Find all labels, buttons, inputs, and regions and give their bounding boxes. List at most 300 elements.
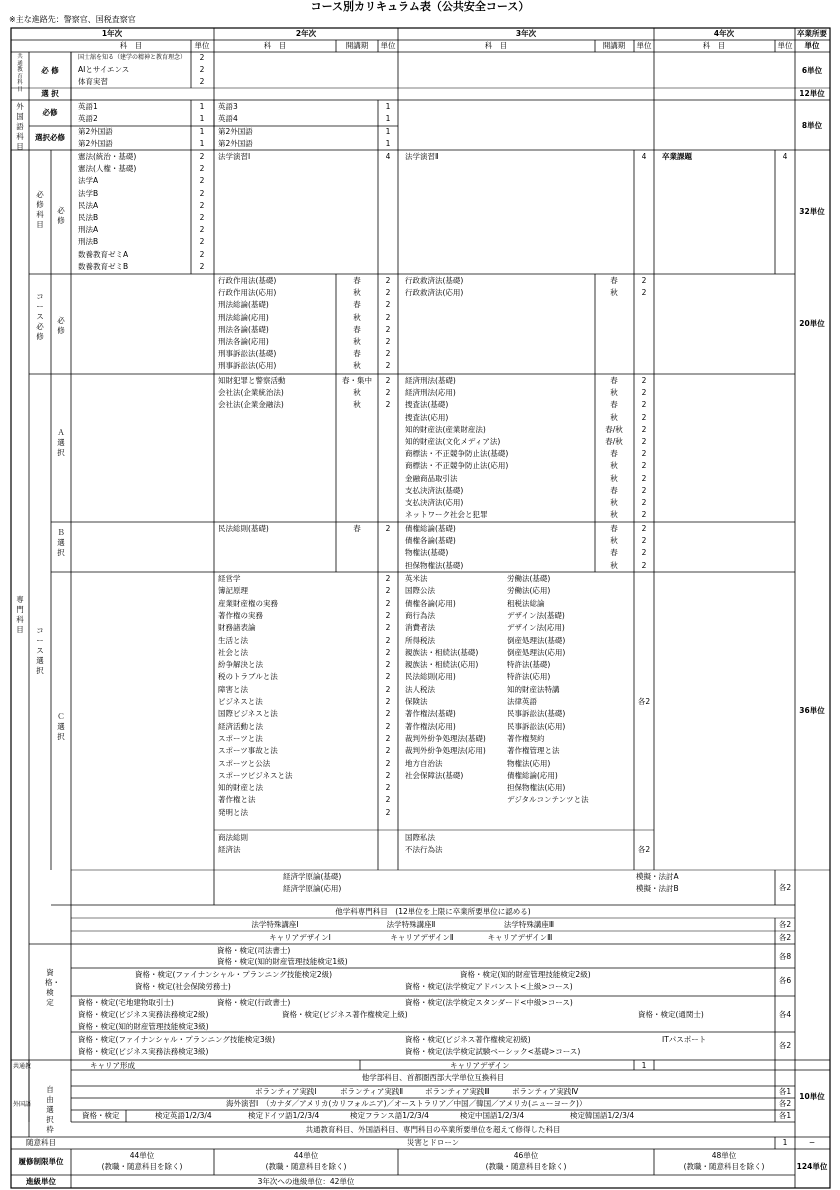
c-y2-0: 経営学 xyxy=(218,574,241,583)
c-y2-6: 社会と法 xyxy=(218,647,248,657)
c-y23-1: 経済学原論(応用) xyxy=(283,884,342,894)
tokushu-1: 法学特殊講座Ⅱ xyxy=(386,920,436,929)
free-lic-4: 検定韓国語1/2/3/4 xyxy=(570,1111,635,1120)
free-lic: 資格・検定 xyxy=(82,1111,120,1120)
c-y2-14: スポーツ事故と法 xyxy=(218,746,278,756)
required-y1-unit-9: 2 xyxy=(199,261,205,271)
a-y3-6: 商標法・不正競争防止法(基礎) xyxy=(405,449,509,459)
c-y34-1: 模擬・法討B xyxy=(636,884,679,894)
a-y3-unit-0: 2 xyxy=(641,376,647,385)
c-y2x-0: 商法総則 xyxy=(218,833,248,842)
a-y3-5: 知的財産法(文化メディア法) xyxy=(405,437,501,446)
free-overseas-units: 各2 xyxy=(778,1099,792,1108)
free-career2: キャリアデザイン xyxy=(450,1061,510,1070)
c-y2-unit-18: 2 xyxy=(385,795,391,805)
c-y2-unit-1: 2 xyxy=(385,586,391,596)
progress-text: 3年次への進級単位：42単位 xyxy=(257,1177,355,1186)
c-y2-unit-13: 2 xyxy=(385,733,391,743)
a-y3-11: ネットワーク社会と犯罪 xyxy=(405,510,488,520)
common-elective: 選 択 xyxy=(41,89,59,98)
required-y4-unit: 4 xyxy=(782,152,788,161)
b-y2: 民法総則(基礎) xyxy=(218,524,269,533)
course-required-grad: 20単位 xyxy=(799,319,825,328)
c-y2-unit-14: 2 xyxy=(385,746,391,756)
required-y1-4: 民法A xyxy=(78,200,99,210)
header-unit-4: 単位 xyxy=(777,41,793,50)
foreign-y2-0: 英語3 xyxy=(218,102,238,111)
free-lic-0: 検定英語1/2/3/4 xyxy=(155,1111,212,1120)
c-y3a-3: 商行為法 xyxy=(405,610,435,620)
required-y3-unit: 4 xyxy=(641,152,647,161)
creq-y2-unit-0: 2 xyxy=(385,276,391,285)
c-y2-unit-12: 2 xyxy=(385,721,391,731)
b-y3-1: 債権各論(基礎) xyxy=(405,536,456,546)
common-item-1: AIとサイエンス xyxy=(78,65,130,74)
c-y2-11: 国際ビジネスと法 xyxy=(218,709,278,719)
c-y2-unit-15: 2 xyxy=(385,758,391,768)
lic-g6-2: 資格・検定(知的財産管理技能検定2級) xyxy=(460,970,591,979)
foreign-sel: 選択必修 xyxy=(35,133,65,142)
c-y3a-12: 著作権法(応用) xyxy=(405,721,456,731)
free-career1: キャリア形成 xyxy=(90,1061,135,1070)
lic-g8-1: 資格・検定(知的財産管理技能検定1級) xyxy=(217,957,348,966)
c-y3x-0: 国際私法 xyxy=(405,833,435,842)
c-y2-unit-16: 2 xyxy=(385,770,391,780)
creq-y2-term-2: 春 xyxy=(353,300,361,310)
a-y3-unit-3: 2 xyxy=(641,412,647,422)
free-lic-3: 検定中国語1/2/3/4 xyxy=(460,1111,525,1120)
c-y2-unit-4: 2 xyxy=(385,623,391,633)
extra-grad: − xyxy=(808,1138,816,1147)
foreign-y2-3: 第2外国語 xyxy=(218,139,253,148)
required-y1-unit-6: 2 xyxy=(199,225,205,235)
c-y3b-7: 特許法(基礎) xyxy=(507,660,551,670)
a-y3-term-9: 春 xyxy=(610,485,618,495)
b-y3-term-2: 春 xyxy=(610,548,618,558)
creq-y2-unit-7: 2 xyxy=(385,361,391,371)
limit-sub-2: (教職・随意科目を除く) xyxy=(265,1162,347,1171)
a-y3-4: 知的財産法(産業財産法) xyxy=(405,424,486,434)
c-y2-unit-2: 2 xyxy=(385,598,391,608)
common-unit-2: 2 xyxy=(199,77,205,86)
required-y2: 法学演習Ⅰ xyxy=(218,152,251,161)
creq-y3-term-1: 秋 xyxy=(610,288,618,298)
c-y3-units: 各2 xyxy=(637,697,651,706)
c-y3b-9: 知的財産法特講 xyxy=(507,684,560,694)
course-required-sub: 必修 xyxy=(57,316,65,335)
free-volunteer-3: ボランティア実践Ⅳ xyxy=(512,1087,579,1096)
required-y1-unit-3: 2 xyxy=(199,188,205,198)
c-y2-unit-3: 2 xyxy=(385,610,391,620)
creq-y2-term-1: 秋 xyxy=(353,288,361,298)
header-subject-2: 科 目 xyxy=(263,41,287,50)
a-y2-term-1: 秋 xyxy=(353,388,361,398)
header-year-4: 4年次 xyxy=(713,29,735,38)
a-y3-8: 金融商品取引法 xyxy=(405,473,458,483)
required-sub: 必修 xyxy=(57,206,65,225)
c-y23-0: 経済学原論(基礎) xyxy=(283,872,342,881)
a-y3-9: 支払決済法(基礎) xyxy=(405,485,464,495)
foreign-u1-3: 1 xyxy=(199,139,205,148)
tokushu-units: 各2 xyxy=(778,920,792,929)
foreign-u1-2: 1 xyxy=(199,127,205,136)
foreign-u1-0: 1 xyxy=(199,102,205,111)
required-grad: 32単位 xyxy=(799,207,825,216)
c-y2-12: 経済活動と法 xyxy=(218,721,263,731)
limit-value-2: 44単位 xyxy=(293,1151,319,1160)
common-item-2: 体育実習 xyxy=(78,77,108,86)
required-label: 必修科目 xyxy=(36,190,44,229)
b-y3-3: 担保物権法(基礎) xyxy=(405,560,464,570)
creq-y3-1: 行政救済法(応用) xyxy=(405,288,464,298)
c-y3b-4: デザイン法(応用) xyxy=(507,623,565,633)
header-subject-4: 科 目 xyxy=(702,41,726,50)
creq-y2-unit-3: 2 xyxy=(385,312,391,322)
c-y3b-15: 物権法(応用) xyxy=(507,758,551,768)
required-y1-unit-2: 2 xyxy=(199,176,205,186)
free-career-unit: 1 xyxy=(641,1061,647,1070)
c-y2-5: 生活と法 xyxy=(218,635,248,645)
free-other: 他学部科目、首都圏西部大学単位互換科目 xyxy=(361,1073,505,1082)
foreign-u2-3: 1 xyxy=(385,139,391,148)
a-y3-term-1: 秋 xyxy=(610,388,618,398)
c-y3a-6: 親族法・相続法(基礎) xyxy=(405,647,479,657)
c-y2-unit-7: 2 xyxy=(385,660,391,670)
c-y2-unit-9: 2 xyxy=(385,684,391,694)
b-y3-term-3: 秋 xyxy=(610,560,618,570)
a-y3-7: 商標法・不正競争防止法(応用) xyxy=(405,461,509,471)
creq-y2-unit-5: 2 xyxy=(385,337,391,346)
a-y3-unit-1: 2 xyxy=(641,388,647,398)
limit-grad: 124単位 xyxy=(796,1162,828,1171)
creq-y2-6: 刑事訴訟法(基礎) xyxy=(218,349,277,359)
foreign-u2-2: 1 xyxy=(385,127,391,136)
c-y2-18: 著作権と法 xyxy=(218,795,256,805)
c-y3b-14: 著作権管理と法 xyxy=(507,746,560,756)
c-y3b-10: 法律英語 xyxy=(507,697,537,706)
c-y2-9: 障害と法 xyxy=(218,684,248,694)
c-y3a-4: 消費者法 xyxy=(405,623,435,633)
a-y3-term-3: 秋 xyxy=(610,412,618,422)
b-y3-unit-2: 2 xyxy=(641,548,647,558)
c-y3a-14: 裁判外紛争処理法(応用) xyxy=(405,746,486,756)
c-y3b-8: 特許法(応用) xyxy=(507,672,551,682)
a-y3-term-0: 春 xyxy=(610,376,618,385)
free-lic-2: 検定フランス語1/2/3/4 xyxy=(350,1111,429,1120)
free-label-a: 共通教 xyxy=(13,1063,32,1070)
limit-sub-1: (教職・随意科目を除く) xyxy=(101,1162,183,1171)
c-y2-unit-10: 2 xyxy=(385,697,391,706)
a-y2-0: 知財犯罪と警察活動 xyxy=(218,376,286,385)
free-excess: 共通教育科目、外国語科目、専門科目の卒業所要単位を超えて修得した科目 xyxy=(305,1125,561,1134)
lic-g8-0: 資格・検定(司法書士) xyxy=(217,946,291,955)
free-overseas: 海外演習Ⅰ （カナダ／アメリカ(カリフォルニア)／オーストラリア／中国／韓国／アメリカ(ニューヨーク)） xyxy=(226,1099,587,1108)
a-y3-unit-4: 2 xyxy=(641,424,647,434)
lic-g2-1: 資格・検定(ビジネス著作権検定初級) xyxy=(405,1035,531,1044)
lic-g4-2: 資格・検定(法学検定スタンダード<中級>コース) xyxy=(405,998,573,1007)
a-y3-unit-2: 2 xyxy=(641,400,647,410)
creq-y2-unit-1: 2 xyxy=(385,288,391,298)
common-label: 共通教育科目 xyxy=(17,54,23,93)
creq-y3-term-0: 春 xyxy=(610,276,618,285)
required-y2-unit: 4 xyxy=(385,152,391,161)
required-y1-3: 法学B xyxy=(78,188,99,198)
creq-y2-5: 刑法各論(応用) xyxy=(218,337,269,346)
career-note: ※主な進路先：警察官、国税査察官 xyxy=(9,15,136,24)
required-y1-9: 数養教育ゼミB xyxy=(78,261,129,271)
foreign-y1-2: 第2外国語 xyxy=(78,127,113,136)
foreign-y1-3: 第2外国語 xyxy=(78,139,113,148)
header-unit-1: 単位 xyxy=(194,41,210,50)
c-y2-16: スポーツビジネスと法 xyxy=(218,770,293,780)
a-y3-unit-8: 2 xyxy=(641,473,647,483)
limit-value-1: 44単位 xyxy=(129,1151,155,1160)
extra-item: 災害とドローン xyxy=(406,1138,460,1147)
course-elective-grad: 36単位 xyxy=(799,706,825,715)
a-y2-unit-1: 2 xyxy=(385,388,391,398)
lic-g2-4: 資格・検定(法学検定試験ベーシック<基礎>コース) xyxy=(405,1047,581,1056)
common-unit-1: 2 xyxy=(199,65,205,74)
c-y3a-9: 法人税法 xyxy=(405,684,435,694)
free-volunteer-units: 各1 xyxy=(778,1087,792,1096)
c-y2-unit-0: 2 xyxy=(385,574,391,583)
header-unit-2: 単位 xyxy=(380,41,396,50)
lic-g4-5: 資格・検定(通関士) xyxy=(638,1010,704,1019)
b-y3-unit-3: 2 xyxy=(641,560,647,570)
a-y3-term-4: 春/秋 xyxy=(605,424,623,434)
lic-g4-4: 資格・検定(ビジネス著作権検定上級) xyxy=(282,1010,408,1019)
foreign-u1-1: 1 xyxy=(199,114,205,123)
c-y2-unit-11: 2 xyxy=(385,709,391,719)
limit-label: 履修制限単位 xyxy=(18,1157,64,1166)
common-must: 必 修 xyxy=(41,66,59,75)
a-y2-1: 会社法(企業統治法) xyxy=(218,388,284,398)
c-y3x-units: 各2 xyxy=(637,845,651,854)
header-term-2: 開講期 xyxy=(345,41,369,50)
c-y34-units: 各2 xyxy=(778,883,792,892)
lic-g4-0: 資格・検定(宅地建物取引士) xyxy=(78,998,174,1007)
c-y34-0: 模擬・法討A xyxy=(636,872,679,881)
c-y3b-16: 債権総論(応用) xyxy=(507,770,558,780)
c-y2-2: 産業財産権の実務 xyxy=(218,598,278,608)
license-label: 資格・検定 xyxy=(45,968,60,1007)
c-y2-4: 財務諸表論 xyxy=(218,623,256,633)
c-y3a-16: 社会保障法(基礎) xyxy=(405,770,464,780)
a-y3-term-7: 秋 xyxy=(610,461,618,471)
lic-g6-1: 資格・検定(社会保険労務士) xyxy=(135,982,231,991)
a-y3-term-10: 秋 xyxy=(610,498,618,507)
creq-y2-term-7: 秋 xyxy=(353,361,361,371)
c-other: 他学科専門科目 (12単位を上限に卒業所要単位に認める) xyxy=(335,907,531,916)
limit-value-4: 48単位 xyxy=(711,1151,737,1160)
c-y2-7: 紛争解決と法 xyxy=(218,660,263,670)
required-y1-6: 刑法A xyxy=(78,225,99,235)
foreign-y2-2: 第2外国語 xyxy=(218,127,253,136)
c-y3b-1: 労働法(応用) xyxy=(507,586,551,596)
c-y2-10: ビジネスと法 xyxy=(218,697,263,706)
c-y2-17: 知的財産と法 xyxy=(218,783,263,793)
c-y3b-0: 労働法(基礎) xyxy=(507,574,551,583)
creq-y2-term-5: 秋 xyxy=(353,337,361,346)
free-label: 自由選択枠 xyxy=(46,1085,54,1134)
common-item-0: 国士舘を知る（建学の精神と教育理念） xyxy=(78,54,187,61)
header-year-2: 2年次 xyxy=(295,29,317,38)
foreign-label: 外国語科目 xyxy=(16,102,24,151)
c-y3a-2: 債権各論(応用) xyxy=(405,598,456,608)
creq-y2-3: 刑法総論(応用) xyxy=(218,312,269,322)
required-y1-unit-1: 2 xyxy=(199,164,205,174)
extra-label: 随意科目 xyxy=(26,1138,56,1147)
free-volunteer-2: ボランティア実践Ⅲ xyxy=(425,1087,490,1096)
creq-y2-unit-4: 2 xyxy=(385,324,391,334)
lic-g6-0: 資格・検定(ファイナンシャル・プランニング技能検定2級) xyxy=(135,970,333,979)
c-y2x-1: 経済法 xyxy=(218,845,241,855)
header-term-3: 開講期 xyxy=(602,41,626,50)
required-y1-5: 民法B xyxy=(78,213,99,222)
a-y2-unit-2: 2 xyxy=(385,400,391,410)
lic-g4-units: 各4 xyxy=(778,1010,792,1019)
c-y2-19: 発明と法 xyxy=(218,807,248,817)
free-grad: 10単位 xyxy=(799,1092,825,1101)
lic-g2-2: ITパスポート xyxy=(662,1035,707,1044)
a-y3-unit-11: 2 xyxy=(641,510,647,520)
lic-g4-3: 資格・検定(ビジネス実務法務検定2級) xyxy=(78,1010,209,1019)
creq-y3-unit-1: 2 xyxy=(641,288,647,298)
creq-y2-term-3: 秋 xyxy=(353,312,361,322)
foreign-must: 必修 xyxy=(42,108,58,117)
foreign-y1-0: 英語1 xyxy=(78,102,98,111)
c-y3a-8: 民法総則(応用) xyxy=(405,672,456,682)
b-y3-term-1: 秋 xyxy=(610,536,618,546)
progress-label: 進級単位 xyxy=(26,1177,56,1186)
required-y1-7: 刑法B xyxy=(78,237,99,247)
a-y3-unit-10: 2 xyxy=(641,498,647,507)
foreign-u2-0: 1 xyxy=(385,102,391,111)
c-y3b-11: 民事訴訟法(基礎) xyxy=(507,709,566,719)
c-y3a-0: 英米法 xyxy=(405,574,428,583)
c-y3x-1: 不法行為法 xyxy=(405,845,443,855)
header-year-1: 1年次 xyxy=(101,29,123,38)
required-y1-unit-8: 2 xyxy=(199,249,205,259)
header-grad-1: 卒業所要 xyxy=(797,29,827,38)
creq-y2-term-4: 春 xyxy=(353,324,361,334)
a-y3-unit-6: 2 xyxy=(641,449,647,459)
extra-unit: 1 xyxy=(782,1138,788,1147)
required-y1-1: 憲法(人権・基礎) xyxy=(78,164,137,174)
tokushu-2: 法学特殊講座Ⅲ xyxy=(503,920,555,929)
c-y2-3: 著作権の実務 xyxy=(218,610,263,620)
creq-y2-term-0: 春 xyxy=(353,276,361,285)
a-y2-term-0: 春・集中 xyxy=(342,376,372,385)
required-y1-8: 数養教育ゼミA xyxy=(78,249,129,259)
b-y2-unit: 2 xyxy=(385,524,391,533)
c-y3b-12: 民事訴訟法(応用) xyxy=(507,721,566,731)
a-y3-3: 捜査法(応用) xyxy=(405,412,449,422)
free-volunteer-1: ボランティア実践Ⅱ xyxy=(340,1087,404,1096)
required-y1-unit-0: 2 xyxy=(199,152,205,161)
career-units: 各2 xyxy=(778,933,792,942)
creq-y2-0: 行政作用法(基礎) xyxy=(218,276,277,285)
b-y3-unit-0: 2 xyxy=(641,524,647,533)
header-subject-3: 科 目 xyxy=(484,41,508,50)
lic-g4-1: 資格・検定(行政書士) xyxy=(217,998,291,1007)
a-y3-term-8: 秋 xyxy=(610,473,618,483)
a-y3-10: 支払決済法(応用) xyxy=(405,498,464,507)
major-label: 専門科目 xyxy=(16,595,24,634)
header-grad-2: 単位 xyxy=(804,41,820,50)
a-y3-0: 経済刑法(基礎) xyxy=(405,376,456,385)
c-y2-1: 簿記原理 xyxy=(218,586,248,596)
required-y1-unit-5: 2 xyxy=(199,213,205,222)
c-y3a-10: 保険法 xyxy=(405,697,428,706)
foreign-y1-1: 英語2 xyxy=(78,114,98,123)
limit-value-3: 46単位 xyxy=(513,1151,539,1160)
c-y3a-13: 裁判外紛争処理法(基礎) xyxy=(405,733,486,743)
career-1: キャリアデザインⅡ xyxy=(390,933,454,942)
c-y2-8: 税のトラブルと法 xyxy=(218,672,278,682)
required-y1-2: 法学A xyxy=(78,176,99,186)
c-y3b-2: 租税法総論 xyxy=(507,598,545,608)
course-elective-label: コース選択 xyxy=(36,626,44,675)
c-y3b-3: デザイン法(基礎) xyxy=(507,610,565,620)
required-y3: 法学演習Ⅱ xyxy=(405,152,439,161)
course-required-label: コース必修 xyxy=(36,292,44,341)
c-y2-13: スポーツと法 xyxy=(218,733,263,743)
c-y3b-5: 倒産処理法(基礎) xyxy=(507,635,566,645)
career-2: キャリアデザインⅢ xyxy=(487,933,553,942)
c-y3a-11: 著作権法(基礎) xyxy=(405,709,456,719)
c-y3a-7: 親族法・相続法(応用) xyxy=(405,660,479,670)
header-year-3: 3年次 xyxy=(515,29,537,38)
c-y2-unit-6: 2 xyxy=(385,647,391,657)
creq-y3-unit-0: 2 xyxy=(641,276,647,285)
header-subject-1: 科 目 xyxy=(119,41,143,50)
a-y3-1: 経済刑法(応用) xyxy=(405,388,456,398)
tokushu-0: 法学特殊講座Ⅰ xyxy=(251,920,299,929)
creq-y2-7: 刑事訴訟法(応用) xyxy=(218,361,277,371)
lic-g6-3: 資格・検定(法学検定アドバンスト<上級>コース) xyxy=(405,982,573,991)
lic-g2-units: 各2 xyxy=(778,1041,792,1050)
creq-y2-1: 行政作用法(応用) xyxy=(218,288,277,298)
limit-sub-3: (教職・随意科目を除く) xyxy=(485,1162,567,1171)
common-unit-0: 2 xyxy=(199,53,205,62)
b-y3-2: 物権法(基礎) xyxy=(405,548,449,558)
a-y2-unit-0: 2 xyxy=(385,376,391,385)
a-y3-2: 捜査法(基礎) xyxy=(405,400,449,410)
c-y3b-18: デジタルコンテンツと法 xyxy=(507,795,589,805)
a-y3-term-6: 春 xyxy=(610,449,618,459)
free-lic-1: 検定ドイツ語1/2/3/4 xyxy=(248,1111,320,1120)
a-y2-2: 会社法(企業金融法) xyxy=(218,400,284,410)
limit-sub-4: (教職・随意科目を除く) xyxy=(683,1162,765,1171)
lic-g2-0: 資格・検定(ファイナンシャル・プランニング技能検定3級) xyxy=(78,1035,276,1044)
required-y4: 卒業課題 xyxy=(662,152,692,161)
career-0: キャリアデザインⅠ xyxy=(269,933,331,942)
lic-g6-units: 各6 xyxy=(778,976,792,985)
required-y1-unit-7: 2 xyxy=(199,237,205,247)
required-y1-unit-4: 2 xyxy=(199,200,205,210)
c-y2-15: スポーツと公法 xyxy=(218,758,271,768)
b-label: Ｂ選択 xyxy=(57,528,65,557)
b-y3-term-0: 春 xyxy=(610,524,618,533)
b-y3-0: 債権総論(基礎) xyxy=(405,524,456,533)
free-volunteer-0: ボランティア実践Ⅰ xyxy=(255,1087,317,1096)
creq-y2-term-6: 春 xyxy=(353,349,361,359)
creq-y2-4: 刑法各論(基礎) xyxy=(218,324,269,334)
foreign-grad: 8単位 xyxy=(801,121,823,130)
lic-g8-units: 各8 xyxy=(778,952,792,961)
foreign-y2-1: 英語4 xyxy=(218,114,238,123)
